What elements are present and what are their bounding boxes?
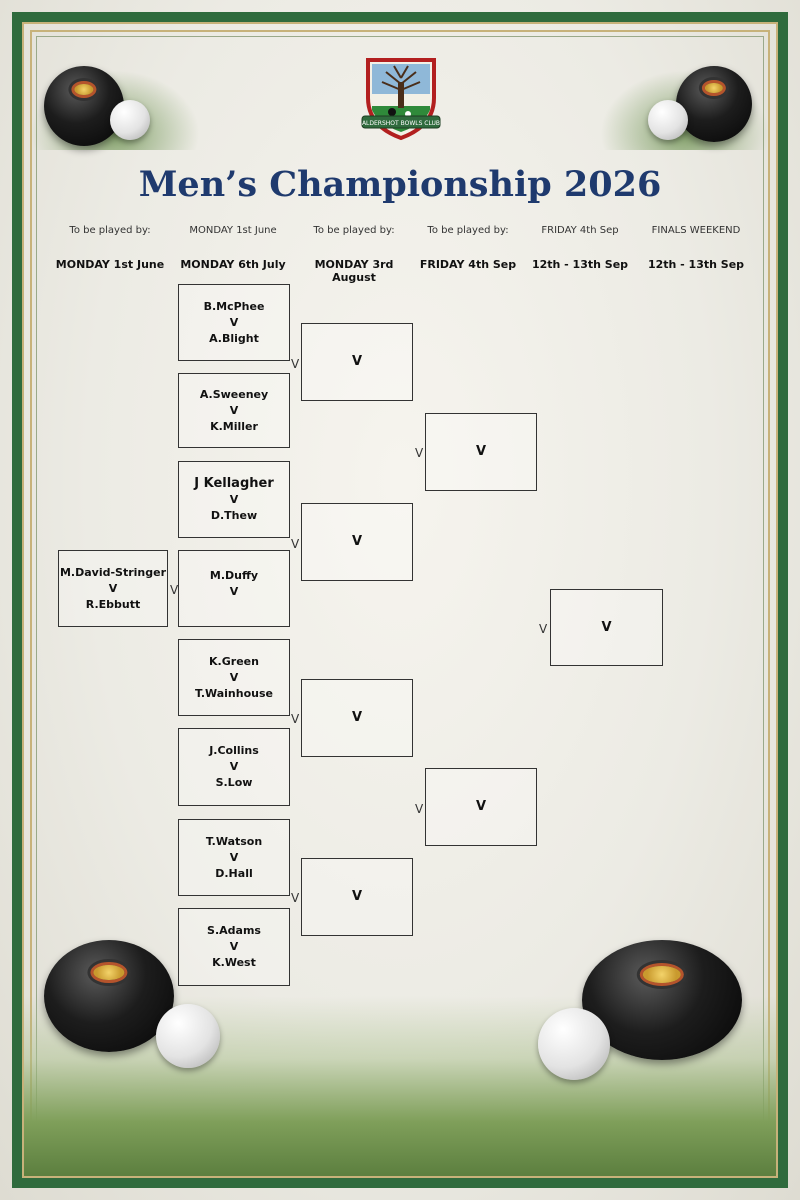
player-name: T.Wainhouse (194, 686, 273, 700)
match-box-round3 (425, 413, 537, 491)
match-box-round1 (178, 639, 290, 716)
column-date: MONDAY 6th July (180, 258, 286, 271)
player-name: J Kellagher (194, 475, 274, 491)
connector-v: V (291, 891, 300, 905)
player-name: K.Green (209, 654, 259, 668)
match-box-round4 (550, 589, 663, 666)
player-name: R.Ebbutt (85, 597, 141, 611)
player-name: S.Low (215, 776, 253, 789)
connector-v: V (415, 446, 424, 460)
player-name: M.Duffy (209, 569, 259, 582)
match-box-round2 (301, 858, 413, 936)
connector-v: V (291, 357, 300, 371)
column-label: To be played by: (313, 225, 395, 236)
player-name: M.David-Stringer (59, 565, 167, 579)
column-label: MONDAY 1st June (189, 225, 277, 236)
logo-banner-text: ALDERSHOT BOWLS CLUB (361, 120, 441, 127)
player-name: D.Hall (215, 866, 253, 880)
match-box-round1 (178, 819, 290, 896)
connector-v: V (291, 537, 300, 551)
match-box-round2 (301, 679, 413, 757)
versus-label: V (351, 710, 363, 725)
match-box-preliminary (58, 550, 168, 627)
column-label: To be played by: (427, 225, 509, 236)
versus-label: V (108, 581, 118, 595)
page-title: Men’s Championship 2026 (138, 164, 662, 205)
match-box-round1 (178, 728, 290, 806)
column-date: MONDAY 3rd August (314, 258, 394, 284)
column-date: MONDAY 1st June (55, 258, 165, 271)
versus-label: V (351, 354, 363, 369)
connector-v: V (170, 583, 179, 597)
versus-label: V (229, 670, 239, 684)
versus-label: V (229, 760, 239, 773)
versus-label: V (351, 889, 363, 904)
versus-label: V (229, 850, 239, 864)
versus-label: V (475, 799, 487, 814)
match-box-round1 (178, 373, 290, 448)
connector-v: V (291, 712, 300, 726)
column-label: FINALS WEEKEND (651, 225, 741, 236)
player-name: B.McPhee (203, 299, 265, 313)
match-box-round1 (178, 461, 290, 538)
bowl-icon (44, 66, 124, 146)
player-name: T.Watson (205, 834, 263, 848)
jack-icon (538, 1008, 610, 1080)
column-label: To be played by: (69, 225, 151, 236)
versus-label: V (601, 619, 612, 635)
column-date: FRIDAY 4th Sep (419, 258, 517, 271)
player-name: J.Collins (209, 744, 259, 757)
match-box-round1 (178, 284, 290, 361)
player-name: A.Blight (209, 331, 259, 345)
player-name: D.Thew (210, 508, 258, 522)
connector-v: V (415, 802, 424, 816)
match-box-round1 (178, 550, 290, 627)
player-name: S.Adams (207, 924, 261, 937)
player-name: A.Sweeney (199, 387, 269, 401)
versus-label: V (475, 444, 487, 459)
versus-label: V (229, 315, 239, 329)
column-date: 12th - 13th Sep (647, 258, 745, 271)
versus-label: V (229, 403, 239, 417)
match-box-round1 (178, 908, 290, 986)
match-box-round2 (301, 503, 413, 581)
jack-icon (156, 1004, 220, 1068)
bowl-icon (676, 66, 752, 142)
column-label: FRIDAY 4th Sep (541, 225, 619, 236)
versus-label: V (229, 492, 239, 506)
versus-label: V (351, 534, 363, 549)
column-date: 12th - 13th Sep (531, 258, 629, 271)
bowl-icon (44, 940, 174, 1052)
club-logo (360, 54, 442, 142)
jack-icon (110, 100, 150, 140)
match-box-round3 (425, 768, 537, 846)
player-name: K.West (212, 956, 256, 969)
player-name: K.Miller (210, 419, 258, 433)
connector-v: V (539, 622, 548, 636)
versus-label: V (229, 585, 239, 598)
jack-icon (648, 100, 688, 140)
match-box-round2 (301, 323, 413, 401)
versus-label: V (229, 940, 239, 953)
